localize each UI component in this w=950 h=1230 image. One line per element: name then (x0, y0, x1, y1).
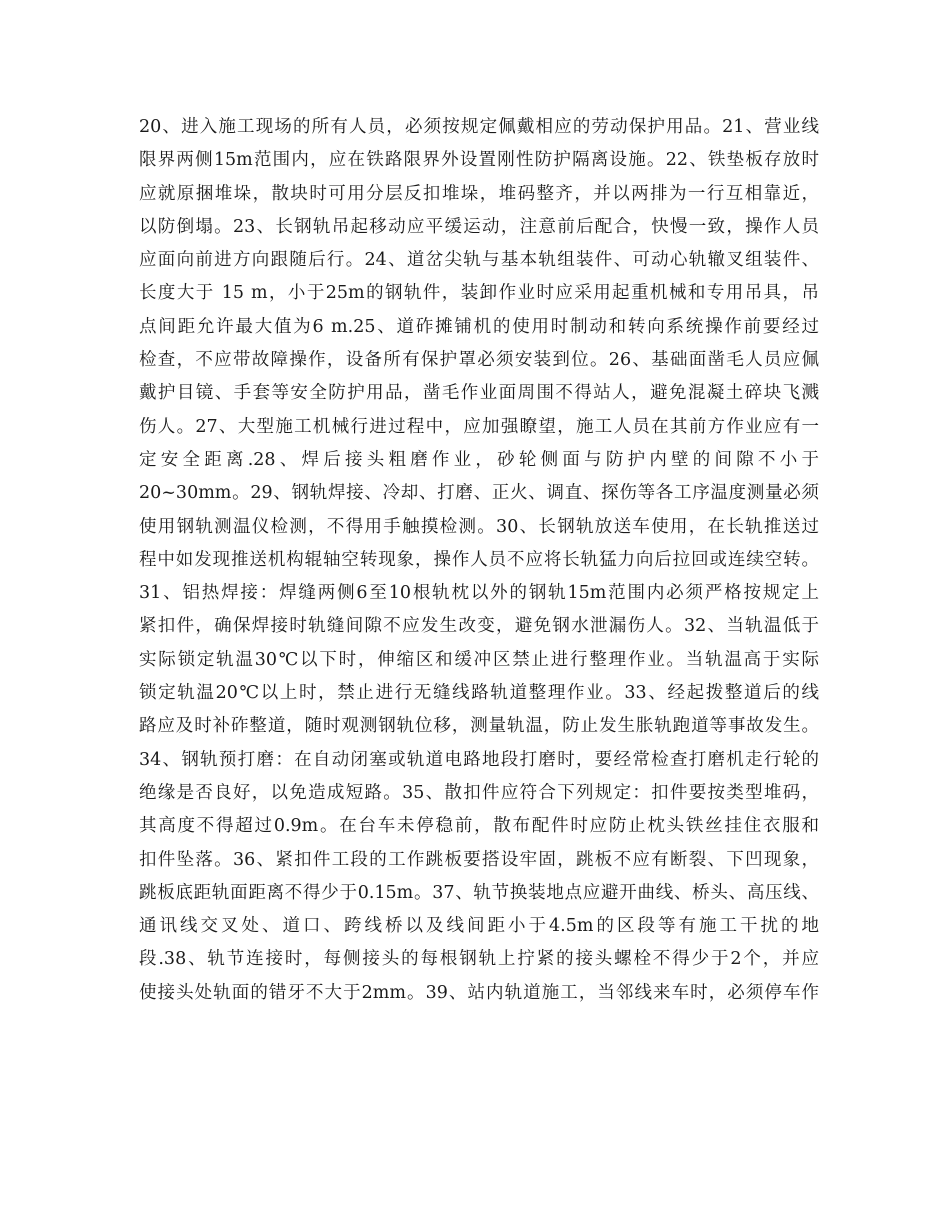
text-line: 扣件坠落。36、紧扣件工段的工作跳板要搭设牢固，跳板不应有断裂、下凹现象， (139, 849, 819, 870)
text-line: 通讯线交叉处、道口、跨线桥以及线间距小于4.5m的区段等有施工干扰的地 (139, 916, 819, 937)
text-line: 使接头处轨面的错牙不大于2mm。39、站内轨道施工，当邻线来车时，必须停车作 (139, 982, 819, 1003)
text-line: 长度大于 15 m，小于25m的钢轨件，装卸作业时应采用起重机械和专用吊具，吊 (139, 283, 819, 304)
text-line: 限界两侧15m范围内，应在铁路限界外设置刚性防护隔离设施。22、铁垫板存放时 (139, 150, 819, 171)
text-line: 检查，不应带故障操作，设备所有保护罩必须安装到位。26、基础面凿毛人员应佩 (139, 350, 819, 371)
text-line: 段.38、轨节连接时，每侧接头的每根钢轨上拧紧的接头螺栓不得少于2个，并应 (139, 949, 819, 970)
text-line: 20~30mm。29、钢轨焊接、冷却、打磨、正火、调直、探伤等各工序温度测量必须 (139, 483, 819, 504)
text-line: 20、进入施工现场的所有人员，必须按规定佩戴相应的劳动保护用品。21、营业线 (139, 117, 819, 137)
text-line: 紧扣件，确保焊接时轨缝间隙不应发生改变，避免钢水泄漏伤人。32、当轨温低于 (139, 616, 819, 637)
text-line: 跳板底距轨面距离不得少于0.15m。37、轨节换装地点应避开曲线、桥头、高压线、 (139, 882, 819, 903)
text-line: 31、铝热焊接：焊缝两侧6至10根轨枕以外的钢轨15m范围内必须严格按规定上 (139, 583, 819, 604)
text-line: 路应及时补砟整道，随时观测钢轨位移，测量轨温，防止发生胀轨跑道等事故发生。 (139, 716, 819, 737)
text-line: 绝缘是否良好，以免造成短路。35、散扣件应符合下列规定：扣件要按类型堆码， (139, 782, 819, 803)
text-line: 应就原捆堆垛，散块时可用分层反扣堆垛，堆码整齐，并以两排为一行互相靠近， (139, 183, 819, 204)
text-line: 以防倒塌。23、长钢轨吊起移动应平缓运动，注意前后配合，快慢一致，操作人员 (139, 216, 819, 237)
text-line: 定安全距离.28、焊后接头粗磨作业，砂轮侧面与防护内壁的间隙不小于 (139, 449, 819, 470)
text-line: 锁定轨温20℃以上时，禁止进行无缝线路轨道整理作业。33、经起拨整道后的线 (139, 683, 819, 704)
text-line: 程中如发现推送机构辊轴空转现象，操作人员不应将长轨猛力向后拉回或连续空转。 (139, 549, 819, 570)
text-line: 应面向前进方向跟随后行。24、道岔尖轨与基本轨组装件、可动心轨辙叉组装件、 (139, 250, 819, 271)
text-line: 其高度不得超过0.9m。在台车未停稳前，散布配件时应防止枕头铁丝挂住衣服和 (139, 816, 819, 837)
body-text (139, 111, 819, 1010)
text-line: 伤人。27、大型施工机械行进过程中，应加强瞭望，施工人员在其前方作业应有一 (139, 416, 819, 437)
text-line: 实际锁定轨温30℃以下时，伸缩区和缓冲区禁止进行整理作业。当轨温高于实际 (139, 649, 819, 670)
text-line: 使用钢轨测温仪检测，不得用手触摸检测。30、长钢轨放送车使用，在长轨推送过 (139, 516, 819, 537)
text-line: 点间距允许最大值为6 m.25、道砟摊铺机的使用时制动和转向系统操作前要经过 (139, 316, 819, 337)
text-line: 34、钢轨预打磨：在自动闭塞或轨道电路地段打磨时，要经常检查打磨机走行轮的 (139, 749, 819, 770)
text-line: 戴护目镜、手套等安全防护用品，凿毛作业面周围不得站人，避免混凝土碎块飞溅 (139, 383, 819, 404)
